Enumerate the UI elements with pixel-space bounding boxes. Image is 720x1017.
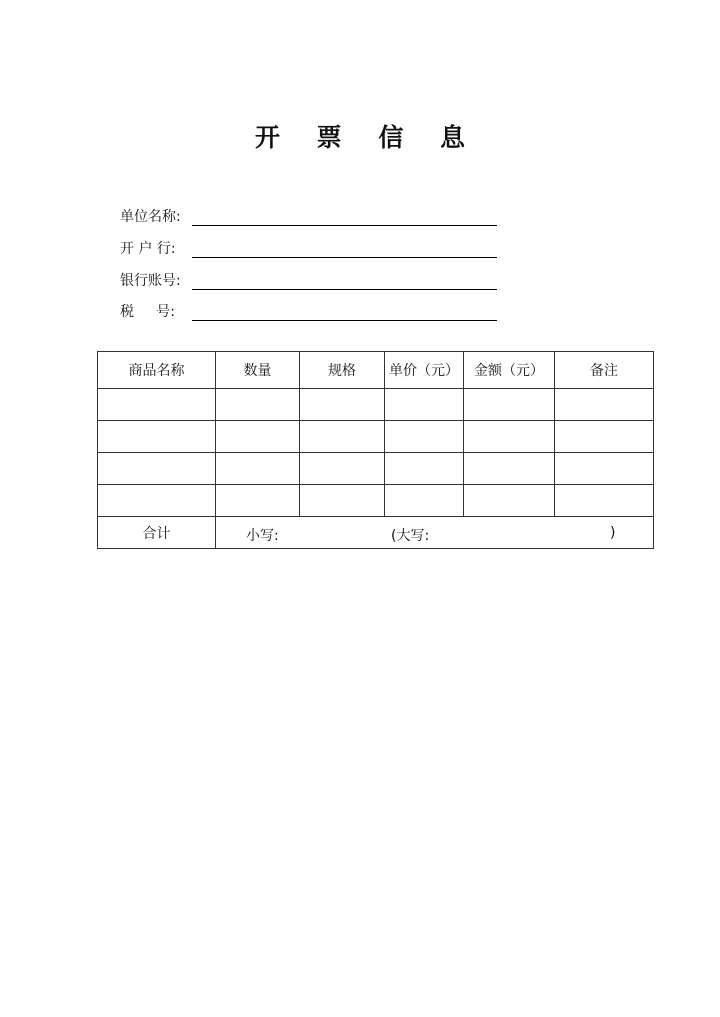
field-bank xyxy=(120,236,497,258)
column-header: 金额（元） xyxy=(464,352,555,389)
field-tax-number xyxy=(120,299,497,321)
column-header: 数量 xyxy=(216,352,300,389)
table-cell[interactable] xyxy=(464,389,555,421)
field-company-name xyxy=(120,204,497,226)
table-row xyxy=(98,421,654,453)
table-cell[interactable] xyxy=(464,485,555,517)
column-header: 备注 xyxy=(555,352,654,389)
total-label: 合计 xyxy=(98,517,216,549)
total-amount-cell[interactable] xyxy=(216,517,654,549)
goods-table xyxy=(97,351,654,549)
table-cell[interactable] xyxy=(300,421,385,453)
table-cell[interactable] xyxy=(216,453,300,485)
table-cell[interactable] xyxy=(216,485,300,517)
table-cell[interactable] xyxy=(464,421,555,453)
page-title: 开 票 信 息 xyxy=(254,123,480,152)
column-header: 商品名称 xyxy=(98,352,216,389)
table-cell[interactable] xyxy=(385,485,464,517)
tax-number-input[interactable] xyxy=(192,304,497,321)
table-cell[interactable] xyxy=(385,453,464,485)
table-cell[interactable] xyxy=(216,421,300,453)
column-header: 规格 xyxy=(300,352,385,389)
bank-input[interactable] xyxy=(192,241,497,258)
table-cell[interactable] xyxy=(300,485,385,517)
table-cell[interactable] xyxy=(385,389,464,421)
field-account xyxy=(120,268,497,290)
table-cell[interactable] xyxy=(555,421,654,453)
table-row xyxy=(98,389,654,421)
table-cell[interactable] xyxy=(464,453,555,485)
table-cell[interactable] xyxy=(555,485,654,517)
big-amount-label: (大写: xyxy=(391,528,430,544)
table-row xyxy=(98,453,654,485)
company-name-input[interactable] xyxy=(192,209,497,226)
table-cell[interactable] xyxy=(98,453,216,485)
field-label: 税 号: xyxy=(120,304,175,320)
field-label: 银行账号: xyxy=(120,273,181,289)
total-row xyxy=(98,517,654,549)
column-header: 单价（元） xyxy=(385,352,464,389)
account-input[interactable] xyxy=(192,273,497,290)
field-label: 开 户 行: xyxy=(120,241,176,257)
table-row xyxy=(98,485,654,517)
table-header-row xyxy=(98,352,654,389)
small-amount-label: 小写: xyxy=(246,528,279,544)
table-cell[interactable] xyxy=(300,389,385,421)
big-amount-close: ) xyxy=(610,525,616,541)
table-cell[interactable] xyxy=(385,421,464,453)
table-cell[interactable] xyxy=(555,453,654,485)
table-cell[interactable] xyxy=(98,389,216,421)
table-cell[interactable] xyxy=(555,389,654,421)
table-cell[interactable] xyxy=(300,453,385,485)
table-cell[interactable] xyxy=(98,485,216,517)
table-cell[interactable] xyxy=(98,421,216,453)
field-label: 单位名称: xyxy=(120,209,181,225)
table-cell[interactable] xyxy=(216,389,300,421)
